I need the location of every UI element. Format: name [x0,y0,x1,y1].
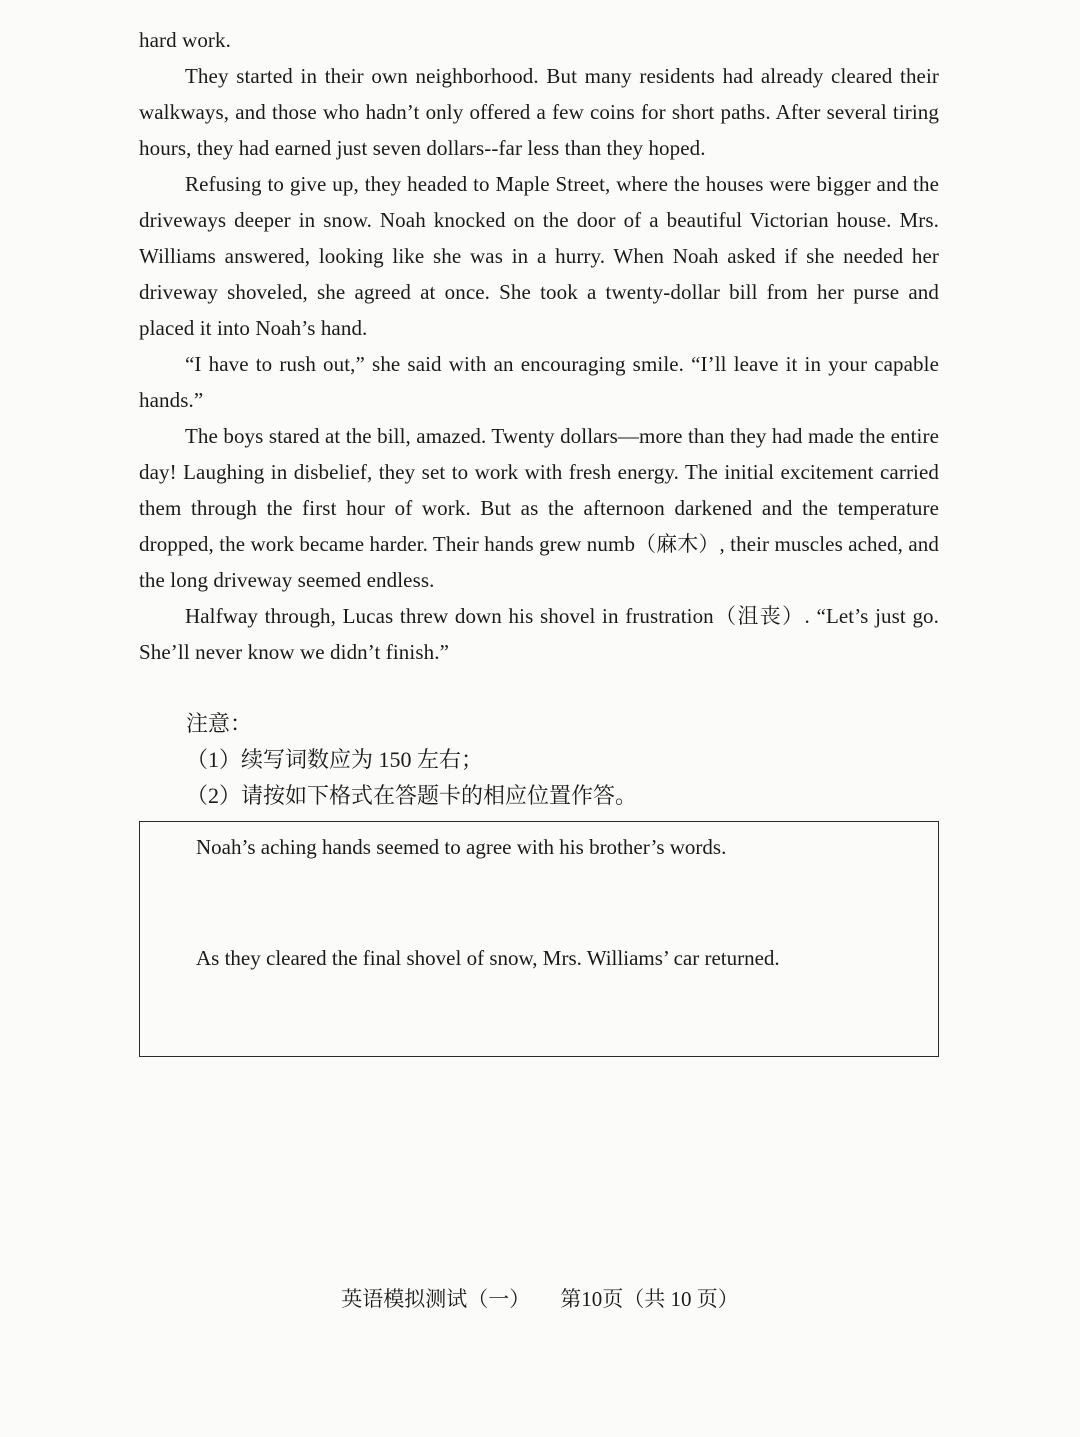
instruction-format: （2）请按如下格式在答题卡的相应位置作答。 [186,783,638,808]
page-footer [0,1284,1080,1314]
exam-name: 英语模拟测试（一） [341,1287,531,1311]
instructions-heading: 注意： [186,711,253,736]
answer-prompt-1: Noah’s aching hands seemed to agree with his brother’s words. [196,835,727,859]
paragraph-halfway: Halfway through, Lucas threw down his shovel in frustration（沮丧）. “Let’s just go. She’ll never know we didn’t finish.” [139,604,939,664]
paragraph-twenty-dollars: The boys stared at the bill, amazed. Twenty dollars—more than they had made the entire day! Laughing in disbelief, they set to work with fresh energy. The initial excitement carried them through the first hour of work. But as the afternoon darkened and the temperature dropped, the work became harder. Their hands grew numb（麻木）, their muscles ached, and the long driveway seemed endless. [139,424,939,592]
page-number: 第10页（共 10 页） [560,1287,739,1311]
paragraph-quote: “I have to rush out,” she said with an encouraging smile. “I’ll leave it in your capable hands.” [139,352,939,412]
instructions [186,706,946,814]
paragraph-neighborhood: They started in their own neighborhood. But many residents had already cleared their walkways, and those who hadn’t only offered a few coins for short paths. After several tiring hours, they had earned just seven dollars--far less than they hoped. [139,64,939,160]
instruction-word-count: （1）续写词数应为 150 左右； [186,747,484,772]
paragraph-maple-street: Refusing to give up, they headed to Maple Street, where the houses were bigger and the driveways deeper in snow. Noah knocked on the door of a beautiful Victorian house. Mrs. Williams answered, looking like she was in a hurry. When Noah asked if she needed her driveway shoveled, she agreed at once. She took a twenty-dollar bill from her purse and placed it into Noah’s hand. [139,172,939,340]
passage-body [139,22,939,670]
answer-prompt-2: As they cleared the final shovel of snow, Mrs. Williams’ car returned. [196,946,780,970]
paragraph-continuation: hard work. [139,28,231,52]
answer-box [139,821,939,1057]
